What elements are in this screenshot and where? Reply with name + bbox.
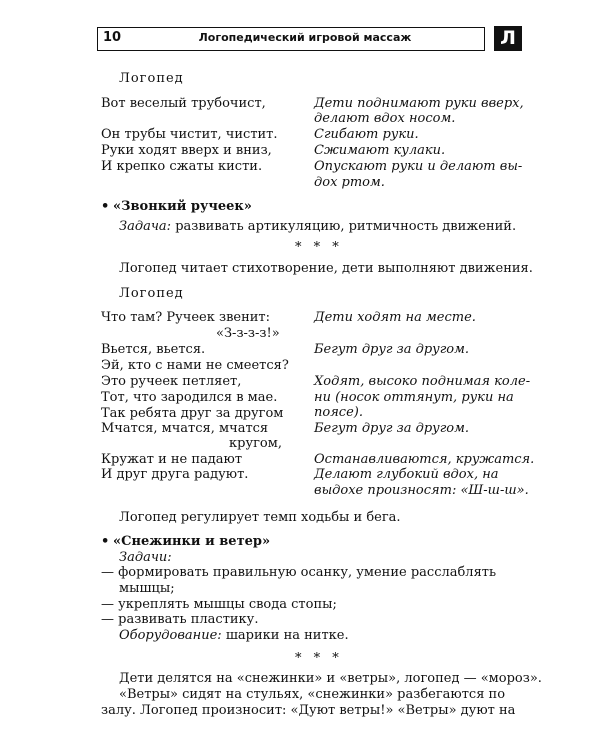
intro-text: Логопед читает стихотворение, дети выполняют движения. bbox=[119, 261, 533, 276]
page-header bbox=[97, 27, 527, 51]
game-title: «Снежинки и ветер» bbox=[113, 534, 271, 549]
page-title: Логопедический игровой массаж bbox=[198, 31, 412, 44]
poem-line: И друг друга радуют. bbox=[101, 467, 249, 482]
task-item: мышцы; bbox=[119, 581, 175, 596]
poem-line: Руки ходят вверх и вниз, bbox=[101, 143, 272, 158]
bullet-icon: • bbox=[101, 199, 110, 214]
paragraph-line: залу. Логопед произносит: «Дуют ветры!» «Ветры» дуют на bbox=[101, 703, 516, 718]
action-line: Сжимают кулаки. bbox=[314, 143, 446, 158]
action-line: Опускают руки и делают вы- bbox=[314, 159, 523, 174]
task-text: развивать артикуляцию, ритмичность движений. bbox=[171, 219, 517, 234]
game-title: «Звонкий ручеек» bbox=[113, 199, 252, 214]
stars-divider: * * * bbox=[295, 651, 343, 666]
equipment-text: шарики на нитке. bbox=[221, 628, 349, 643]
poem-line: Он трубы чистит, чистит. bbox=[101, 127, 278, 142]
poem-line: Это ручеек петляет, bbox=[101, 374, 242, 389]
closing-text: Логопед регулирует темп ходьбы и бега. bbox=[119, 510, 401, 525]
action-line: ни (носок оттянут, руки на bbox=[314, 390, 514, 405]
poem-line: Тот, что зародился в мае. bbox=[101, 390, 278, 405]
action-line: Дети поднимают руки вверх, bbox=[314, 96, 524, 111]
action-line: Дети ходят на месте. bbox=[314, 310, 476, 325]
action-line: Ходят, высоко поднимая коле- bbox=[314, 374, 531, 389]
equipment-label: Оборудование: bbox=[119, 628, 222, 643]
poem-line: Кружат и не падают bbox=[101, 452, 243, 467]
poem-line: Вьется, вьется. bbox=[101, 342, 206, 357]
task-item: — развивать пластику. bbox=[101, 612, 259, 627]
poem-line: И крепко сжаты кисти. bbox=[101, 159, 263, 174]
action-line: выдохе произносят: «Ш-ш-ш». bbox=[314, 483, 529, 498]
poem-line: «З-з-з-з!» bbox=[216, 326, 280, 341]
action-line: поясе). bbox=[314, 405, 363, 420]
action-line: Бегут друг за другом. bbox=[314, 421, 470, 436]
speaker-label: Логопед bbox=[119, 286, 184, 301]
poem-line: Мчатся, мчатся, мчатся bbox=[101, 421, 269, 436]
action-line: дох ртом. bbox=[314, 175, 385, 190]
poem-line: Эй, кто с нами не смеется? bbox=[101, 358, 289, 373]
paragraph-line: «Ветры» сидят на стульях, «снежинки» разбегаются по bbox=[119, 687, 506, 702]
paragraph-line: Дети делятся на «снежинки» и «ветры», логопед — «мороз». bbox=[119, 671, 542, 686]
bullet-icon: • bbox=[101, 534, 110, 549]
section-logo-badge: Л bbox=[494, 26, 522, 51]
equipment-line bbox=[119, 628, 349, 643]
stars-divider: * * * bbox=[295, 240, 343, 255]
task-line bbox=[119, 219, 516, 234]
action-line: Останавливаются, кружатся. bbox=[314, 452, 535, 467]
poem-line: Вот веселый трубочист, bbox=[101, 96, 266, 111]
action-line: Бегут друг за другом. bbox=[314, 342, 470, 357]
action-line: Делают глубокий вдох, на bbox=[314, 467, 499, 482]
poem-line: Что там? Ручеек звенит: bbox=[101, 310, 270, 325]
page-number: 10 bbox=[103, 30, 122, 45]
task-label: Задача: bbox=[119, 219, 172, 234]
task-item: — укреплять мышцы свода стопы; bbox=[101, 597, 337, 612]
poem-line: кругом, bbox=[229, 436, 282, 451]
task-item: — формировать правильную осанку, умение расслаблять bbox=[101, 565, 497, 580]
action-line: Сгибают руки. bbox=[314, 127, 419, 142]
action-line: делают вдох носом. bbox=[314, 111, 456, 126]
tasks-label: Задачи: bbox=[119, 550, 172, 565]
speaker-label: Логопед bbox=[119, 71, 184, 86]
poem-line: Так ребята друг за другом bbox=[101, 406, 284, 421]
